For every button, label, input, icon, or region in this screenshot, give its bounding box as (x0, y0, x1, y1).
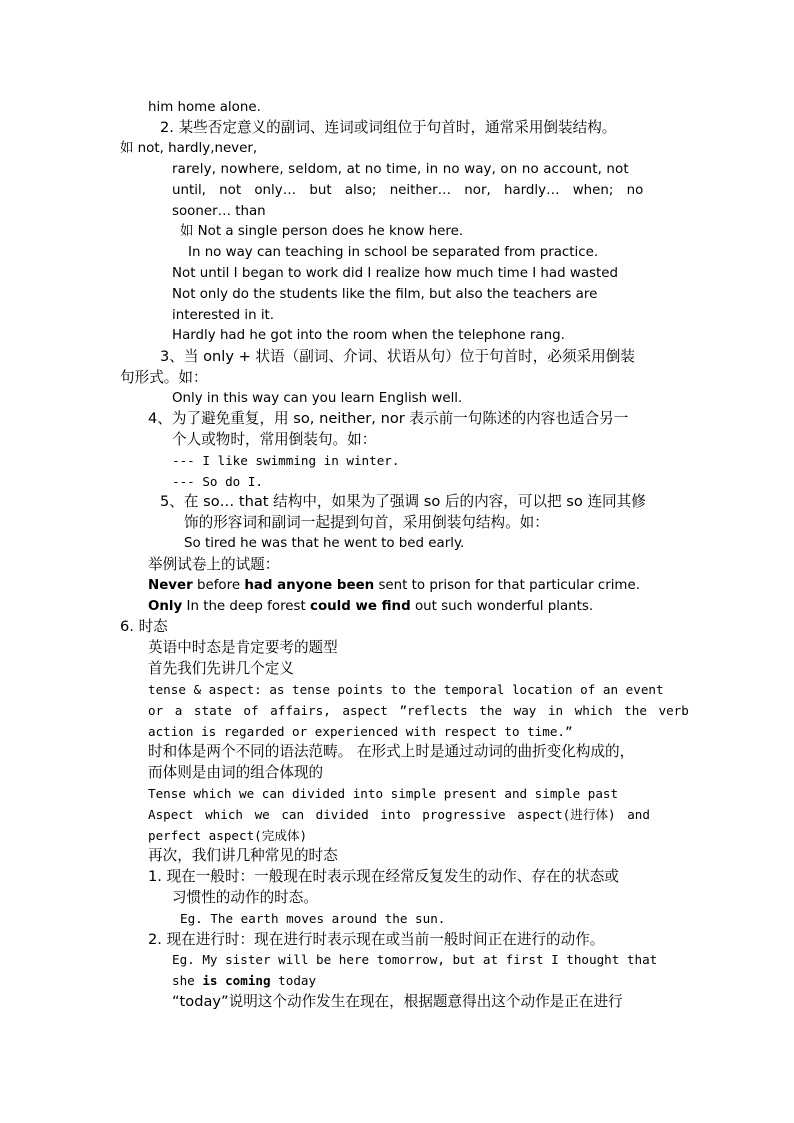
text-span: sent to prison for that particular crime. (374, 578, 640, 593)
bold-text: is coming (202, 973, 271, 988)
text-line: Eg. My sister will be here tomorrow, but at first I thought that (172, 952, 658, 967)
text-line: 2. 某些否定意义的副词、连词或词组位于句首时，通常采用倒装结构。 (160, 119, 617, 136)
text-line: 如 Not a single person does he know here. (180, 224, 464, 239)
text-line: 习惯性的动作的时态。 (172, 889, 318, 906)
text-span: she (172, 973, 203, 988)
text-line: In no way can teaching in school be separated from practice. (188, 245, 599, 260)
text-line: Aspect which we can divided into progressive aspect(进行体) and (148, 807, 650, 822)
bold-text: had anyone been (244, 578, 375, 593)
text-line: 5、在 so… that 结构中，如果为了强调 so 后的内容，可以把 so 连同其修 (160, 493, 646, 510)
text-line: --- I like swimming in winter. (172, 453, 400, 468)
text-line: “today”说明这个动作发生在现在，根据题意得出这个动作是正在进行 (172, 993, 623, 1010)
text-span: before (192, 578, 245, 593)
text-line: Not only do the students like the film, but also the teachers are (172, 287, 598, 302)
text-line (148, 597, 593, 617)
text-line: 1. 现在一般时：一般现在时表示现在经常反复发生的动作、存在的状态或 (148, 868, 619, 885)
text-span: today (270, 973, 317, 988)
text-line: 个人或物时，常用倒装句。如： (172, 431, 377, 448)
text-line: until, not only… but also; neither… nor, hardly… when; no (172, 183, 644, 198)
text-line: sooner… than (172, 204, 266, 219)
section-heading: 6. 时态 (120, 618, 168, 635)
text-line: perfect aspect(完成体) (148, 828, 308, 843)
text-line: 时和体是两个不同的语法范畴。 在形式上时是通过动词的曲折变化构成的， (148, 743, 635, 760)
bold-text: Never (148, 578, 193, 593)
text-line: or a state of affairs, aspect ”reflects the way in which the verb (148, 703, 689, 718)
text-line: Tense which we can divided into simple present and simple past (148, 786, 619, 801)
text-line: 如 not, hardly,never, (120, 141, 258, 156)
text-line: interested in it. (172, 308, 275, 323)
text-line: 2. 现在进行时：现在进行时表示现在或当前一般时间正在进行的动作。 (148, 931, 605, 948)
text-line: 英语中时态是肯定要考的题型 (148, 639, 338, 656)
text-line: 首先我们先讲几个定义 (148, 660, 294, 677)
text-span: In the deep forest (182, 599, 311, 614)
text-line: tense & aspect: as tense points to the temporal location of an event (148, 682, 664, 697)
text-line: 而体则是由词的组合体现的 (148, 764, 324, 781)
text-line (172, 971, 316, 991)
text-line: 饰的形容词和副词一起提到句首，采用倒装句结构。如： (184, 514, 549, 531)
text-line: action is regarded or experienced with respect to time.” (148, 724, 573, 739)
text-line (148, 576, 640, 596)
bold-text: could we find (310, 599, 411, 614)
text-line: 3、当 only + 状语（副词、介词、状语从句）位于句首时，必须采用倒装 (160, 348, 635, 365)
text-line: Hardly had he got into the room when the telephone rang. (172, 328, 565, 343)
text-line: Not until I began to work did I realize how much time I had wasted (172, 266, 619, 281)
text-line: him home alone. (148, 100, 261, 115)
text-line (172, 160, 674, 180)
text-line: 4、为了避免重复，用 so, neither, nor 表示前一句陈述的内容也适合另一 (148, 410, 629, 427)
text-line: Only in this way can you learn English well. (172, 391, 463, 406)
text-line: Eg. The earth moves around the sun. (180, 911, 446, 926)
text-line: 举例试卷上的试题： (148, 556, 280, 573)
text-line: So tired he was that he went to bed early. (184, 536, 465, 551)
text-line: 句形式。如： (120, 369, 208, 386)
bold-text: Only (148, 599, 183, 614)
text-line: 再次，我们讲几种常见的时态 (148, 847, 338, 864)
text-span: out such wonderful plants. (410, 599, 594, 614)
text-span: rarely, nowhere, seldom, at no time, in no way, on no account, not (172, 162, 629, 177)
text-line: --- So do I. (172, 474, 263, 489)
